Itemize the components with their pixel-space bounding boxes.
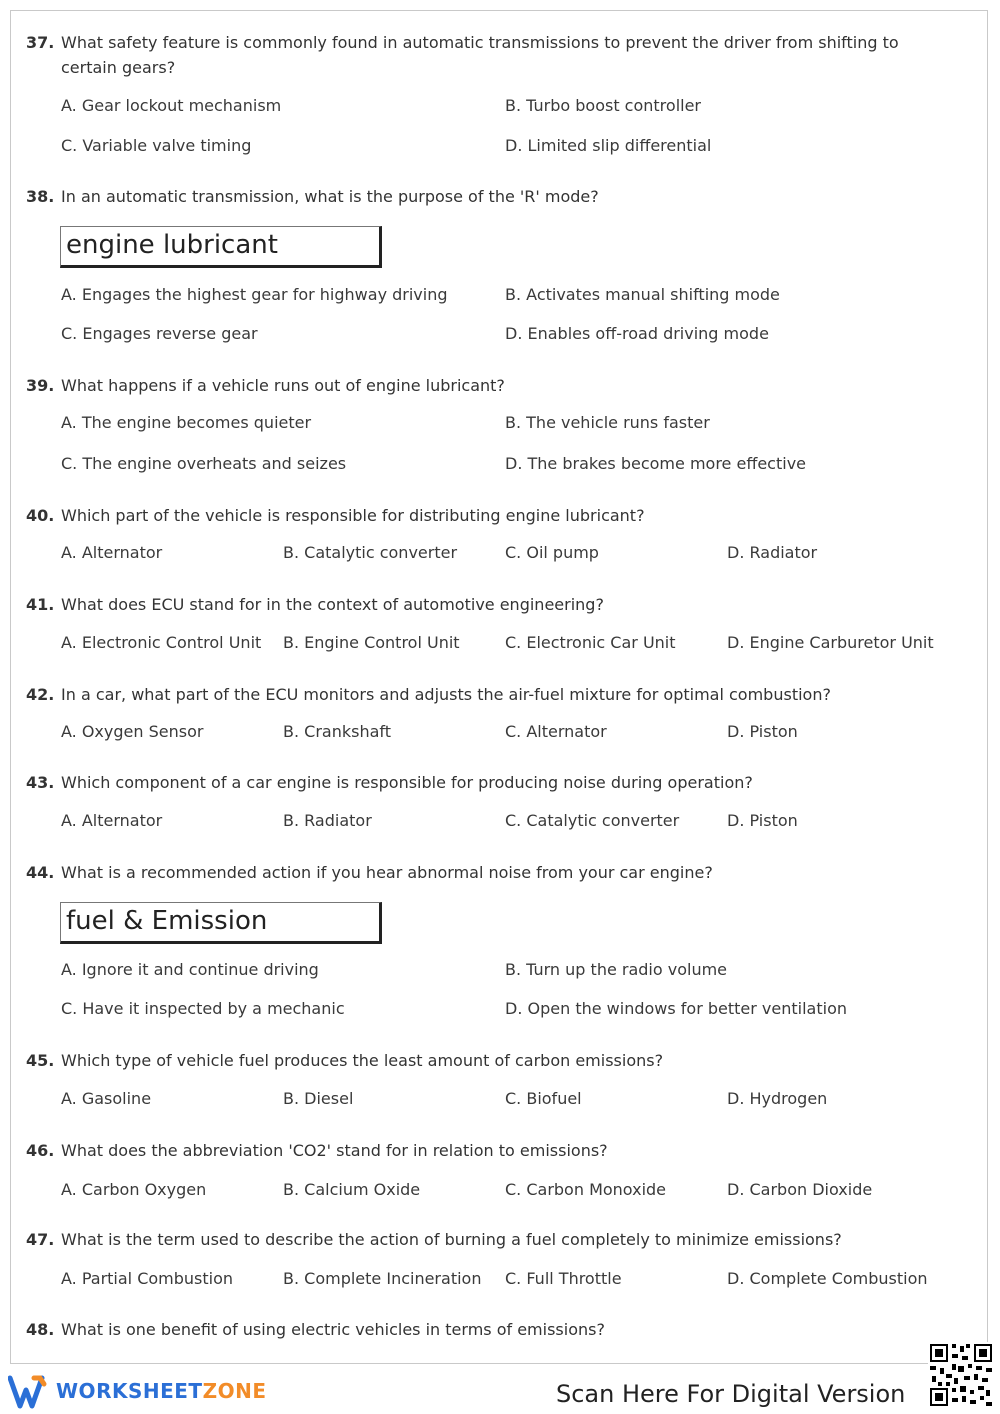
option-b: B. Calcium Oxide [283, 1180, 421, 1199]
question-number: 47. [26, 1230, 55, 1249]
question-text: In an automatic transmission, what is the purpose of the 'R' mode? [61, 187, 599, 206]
option-a: A. Gear lockout mechanism [61, 96, 282, 115]
option-c: C. Electronic Car Unit [505, 633, 676, 652]
question-number: 39. [26, 376, 55, 395]
option-c: C. Variable valve timing [61, 136, 252, 155]
option-b: B. Engine Control Unit [283, 633, 460, 652]
option-a: A. Carbon Oxygen [61, 1180, 207, 1199]
question-number: 46. [26, 1141, 55, 1160]
option-d: D. Carbon Dioxide [727, 1180, 873, 1199]
option-b: B. Turbo boost controller [505, 96, 701, 115]
qr-code-icon[interactable] [928, 1342, 994, 1408]
worksheetzone-logo-icon [8, 1374, 52, 1410]
option-a: A. Oxygen Sensor [61, 722, 204, 741]
option-a: A. Alternator [61, 543, 163, 562]
option-d: D. Complete Combustion [727, 1269, 928, 1288]
question-number: 48. [26, 1320, 55, 1339]
question-text: Which part of the vehicle is responsible for distributing engine lubricant? [61, 506, 645, 525]
option-d: D. Enables off-road driving mode [505, 324, 769, 343]
question-number: 40. [26, 506, 55, 525]
question-number: 41. [26, 595, 55, 614]
scan-here-label: Scan Here For Digital Version [556, 1380, 906, 1408]
option-a: A. Engages the highest gear for highway driving [61, 285, 448, 304]
option-d: D. Piston [727, 811, 798, 830]
option-b: B. Diesel [283, 1089, 354, 1108]
brand-zone: ZONE [202, 1379, 267, 1403]
option-a: A. The engine becomes quieter [61, 413, 312, 432]
brand-name [56, 1379, 266, 1403]
option-a: A. Electronic Control Unit [61, 633, 262, 652]
option-b: B. Catalytic converter [283, 543, 458, 562]
option-a: A. Ignore it and continue driving [61, 960, 319, 979]
option-b: B. Activates manual shifting mode [505, 285, 780, 304]
question-text: What happens if a vehicle runs out of engine lubricant? [61, 376, 505, 395]
question-number: 45. [26, 1051, 55, 1070]
option-d: D. Radiator [727, 543, 818, 562]
option-a: A. Gasoline [61, 1089, 152, 1108]
option-b: B. Turn up the radio volume [505, 960, 728, 979]
question-text: What does the abbreviation 'CO2' stand for in relation to emissions? [61, 1141, 608, 1160]
option-c: C. Full Throttle [505, 1269, 622, 1288]
option-d: D. Hydrogen [727, 1089, 828, 1108]
option-d: D. Piston [727, 722, 798, 741]
option-d: D. Engine Carburetor Unit [727, 633, 934, 652]
option-c: C. Biofuel [505, 1089, 582, 1108]
option-c: C. The engine overheats and seizes [61, 454, 347, 473]
question-number: 44. [26, 863, 55, 882]
question-number: 37. [26, 33, 55, 52]
option-d: D. Limited slip differential [505, 136, 712, 155]
option-b: B. Complete Incineration [283, 1269, 482, 1288]
option-b: B. Radiator [283, 811, 372, 830]
question-text: What does ECU stand for in the context of automotive engineering? [61, 595, 604, 614]
question-text: Which component of a car engine is responsible for producing noise during operation? [61, 773, 753, 792]
question-text: What is the term used to describe the action of burning a fuel completely to minimize emissions? [61, 1230, 842, 1249]
option-c: C. Alternator [505, 722, 607, 741]
option-d: D. The brakes become more effective [505, 454, 807, 473]
question-text: In a car, what part of the ECU monitors and adjusts the air-fuel mixture for optimal combustion? [61, 685, 831, 704]
option-a: A. Partial Combustion [61, 1269, 234, 1288]
question-number: 43. [26, 773, 55, 792]
option-b: B. The vehicle runs faster [505, 413, 710, 432]
brand-worksheet: WORKSHEET [56, 1379, 203, 1403]
option-b: B. Crankshaft [283, 722, 392, 741]
question-text: Which type of vehicle fuel produces the least amount of carbon emissions? [61, 1051, 664, 1070]
question-text: What safety feature is commonly found in automatic transmissions to prevent the driver from shifting to certain gears? [61, 33, 899, 77]
question-number: 38. [26, 187, 55, 206]
option-c: C. Catalytic converter [505, 811, 680, 830]
option-c: C. Oil pump [505, 543, 599, 562]
option-c: C. Have it inspected by a mechanic [61, 999, 345, 1018]
option-a: A. Alternator [61, 811, 163, 830]
section-label-box: fuel & Emission [60, 902, 382, 944]
option-c: C. Engages reverse gear [61, 324, 258, 343]
question-number: 42. [26, 685, 55, 704]
question-text: What is a recommended action if you hear abnormal noise from your car engine? [61, 863, 713, 882]
option-d: D. Open the windows for better ventilation [505, 999, 847, 1018]
option-c: C. Carbon Monoxide [505, 1180, 667, 1199]
section-label-box: engine lubricant [60, 226, 382, 268]
question-text: What is one benefit of using electric vehicles in terms of emissions? [61, 1320, 605, 1339]
